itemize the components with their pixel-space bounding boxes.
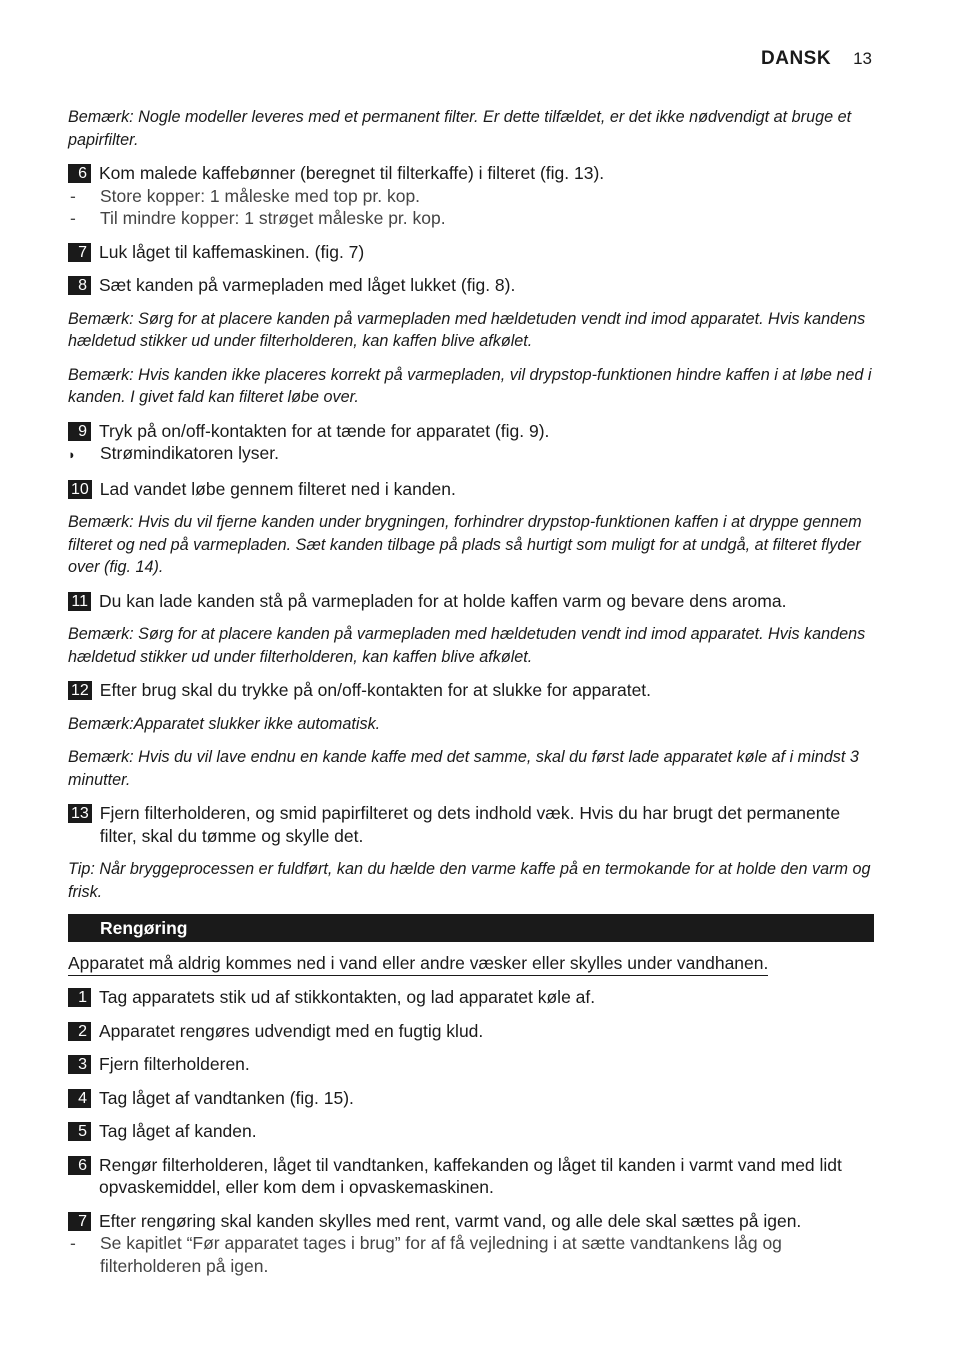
step-text: Rengør filterholderen, låget til vandtanken, kaffekanden og låget til kanden i varmt vand med lidt opvaskemiddel, eller kom dem i opvaskemaskinen. [99, 1154, 842, 1197]
result-text: Strømindikatoren lyser. [100, 443, 279, 463]
note-remove-jug: Bemærk: Hvis du vil fjerne kanden under brygningen, forhindrer drypstop-funktionen kaffen i at dryppe gennem filteret og ned på varmepladen. Sæt kanden tilbage på plads så hurtigt som muligt for at undgå, at filteret flyder over (fig. 14). [68, 513, 862, 576]
step-text: Tag apparatets stik ud af stikkontakten, og lad apparatet køle af. [99, 987, 596, 1007]
step-text: Tryk på on/off-kontakten for at tænde for apparatet (fig. 9). [99, 420, 550, 441]
step-number: 1 [68, 988, 91, 1007]
step-number: 8 [68, 276, 91, 295]
step-number: 11 [68, 592, 91, 611]
cleaning-warning: Apparatet må aldrig kommes ned i vand eller andre væsker eller skylles under vandhanen. [68, 951, 768, 976]
note-cool-down: Bemærk: Hvis du vil lave endnu en kande kaffe med det samme, skal du først lade apparatet køle af i mindst 3 minutter. [68, 748, 859, 789]
note-jug-placement-2: Bemærk: Sørg for at placere kanden på varmepladen med hældetuden vendt ind imod apparatet. Hvis kandens hældetud stikker ud under filterholderen, kan kaffen blive afkølet. [68, 625, 866, 666]
cleaning-step-6 [68, 1154, 874, 1199]
step-number: 3 [68, 1055, 91, 1074]
step-number: 10 [68, 480, 92, 499]
step-text: Fjern filterholderen. [99, 1054, 250, 1074]
step-text: Tag låget af vandtanken (fig. 15). [99, 1087, 354, 1108]
step-text: Fjern filterholderen, og smid papirfilteret og dets indhold væk. Hvis du har brugt det permanente filter, skal du tømme og skylle det. [99, 803, 841, 846]
step-8 [68, 274, 874, 297]
note-auto-off: Bemærk:Apparatet slukker ikke automatisk. [68, 714, 381, 733]
cleaning-step-5 [68, 1120, 874, 1143]
note-permanent-filter: Bemærk: Nogle modeller leveres med et permanent filter. Er dette tilfældet, er det ikke nødvendigt at bruge et papirfilter. [68, 108, 852, 149]
sub-item-text: Se kapitlet “Før apparatet tages i brug” for af få vejledning i at sætte vandtankens låg og filterholderen på igen. [100, 1233, 782, 1276]
step-number: 6 [68, 1156, 91, 1175]
note-drip-stop: Bemærk: Hvis kanden ikke placeres korrekt på varmepladen, vil drypstop-funktionen hindre kaffen i at løbe ned i kanden. I givet fald kan filteret løbe over. [68, 365, 872, 406]
dash-marker: - [70, 208, 76, 228]
step-10 [68, 478, 874, 501]
step-number: 5 [68, 1122, 91, 1141]
step-result [68, 442, 874, 467]
dash-marker: - [70, 185, 76, 206]
sub-item [68, 1232, 874, 1277]
step-number: 9 [68, 422, 91, 441]
step-number: 4 [68, 1089, 91, 1108]
step-number: 13 [68, 804, 92, 823]
step-number: 7 [68, 243, 91, 262]
step-number: 7 [68, 1212, 91, 1231]
cleaning-step-4 [68, 1087, 874, 1110]
step-6 [68, 162, 874, 185]
cleaning-step-3 [68, 1053, 874, 1076]
step-number: 12 [68, 681, 92, 700]
cleaning-step-2 [68, 1020, 874, 1043]
step-7 [68, 241, 874, 264]
sub-item-text: Til mindre kopper: 1 strøget måleske pr. kop. [100, 208, 446, 228]
dash-marker: - [70, 1233, 76, 1253]
section-heading-cleaning: Rengøring [68, 914, 874, 942]
tip-thermos: Tip: Når bryggeprocessen er fuldført, kan du hælde den varme kaffe på en termokande for at holde den varm og frisk. [68, 860, 871, 901]
page-content [68, 106, 874, 1277]
cleaning-step-1 [68, 986, 874, 1009]
page-header [761, 48, 872, 70]
sub-item [68, 207, 874, 230]
step-text: Tag låget af kanden. [99, 1121, 257, 1141]
step-number: 6 [68, 164, 91, 183]
language-label: DANSK [761, 48, 832, 69]
cleaning-step-7 [68, 1210, 874, 1233]
step-text: Efter brug skal du trykke på on/off-kontakten for at slukke for apparatet. [99, 680, 652, 700]
step-text: Lad vandet løbe gennem filteret ned i kanden. [99, 478, 456, 499]
step-number: 2 [68, 1022, 91, 1041]
note-jug-placement: Bemærk: Sørg for at placere kanden på varmepladen med hældetuden vendt ind imod apparatet. Hvis kandens hældetud stikker ud under filterholderen, kan kaffen blive afkølet. [68, 309, 866, 350]
step-text: Kom malede kaffebønner (beregnet til filterkaffe) i filteret (fig. 13). [99, 163, 605, 183]
step-13 [68, 802, 874, 847]
step-11 [68, 590, 874, 613]
sub-item-text: Store kopper: 1 måleske med top pr. kop. [100, 185, 421, 206]
step-text: Du kan lade kanden stå på varmepladen for at holde kaffen varm og bevare dens aroma. [99, 590, 787, 611]
result-arrow-icon: ◗ [68, 447, 76, 462]
step-text: Luk låget til kaffemaskinen. (fig. 7) [99, 241, 365, 262]
step-12 [68, 679, 874, 702]
step-text: Efter rengøring skal kanden skylles med rent, varmt vand, og alle dele skal sættes på igen. [99, 1210, 802, 1231]
step-text: Apparatet rengøres udvendigt med en fugtig klud. [99, 1020, 484, 1041]
step-text: Sæt kanden på varmepladen med låget lukket (fig. 8). [99, 275, 516, 295]
step-9 [68, 420, 874, 443]
page-number: 13 [853, 49, 872, 68]
sub-item [68, 185, 874, 208]
